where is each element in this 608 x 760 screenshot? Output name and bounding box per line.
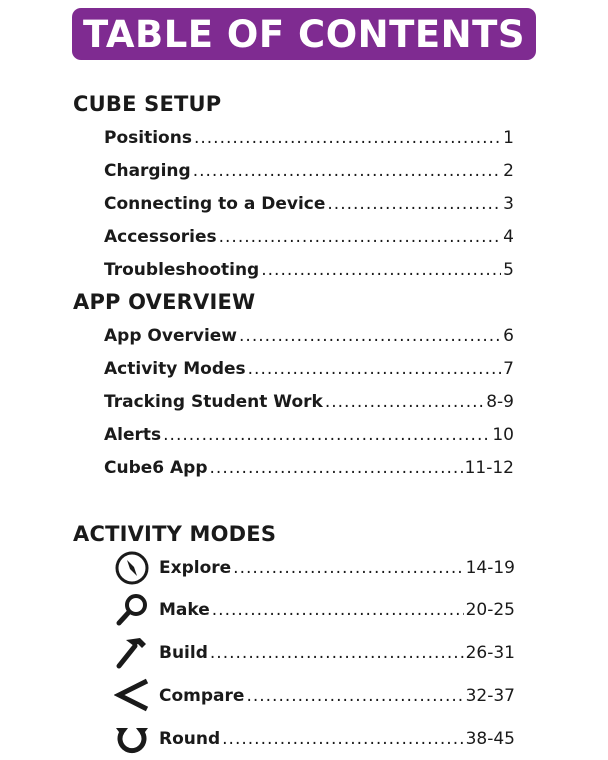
toc-entry-page: 32-37 — [465, 686, 515, 706]
toc-entry-round[interactable] — [159, 729, 515, 751]
toc-entry-label: Charging — [104, 161, 191, 181]
dot-leader — [246, 686, 463, 706]
toc-entry-accessories[interactable] — [104, 227, 514, 249]
less-than-icon — [114, 677, 150, 713]
toc-entry-app-overview[interactable] — [104, 326, 514, 348]
toc-entry-label: Cube6 App — [104, 458, 208, 478]
dot-leader — [212, 600, 464, 620]
dot-leader — [239, 326, 501, 346]
toc-entry-label: Round — [159, 729, 221, 749]
dot-leader — [325, 392, 484, 412]
toc-entry-page: 14-19 — [465, 558, 515, 578]
toc-entry-page: 26-31 — [465, 643, 515, 663]
toc-entry-page: 8-9 — [486, 392, 514, 412]
dot-leader — [248, 359, 502, 379]
hammer-icon — [114, 634, 150, 670]
dot-leader — [194, 128, 501, 148]
toc-entry-label: Alerts — [104, 425, 162, 445]
dot-leader — [233, 558, 463, 578]
toc-entry-alerts[interactable] — [104, 425, 514, 447]
compass-icon — [114, 550, 150, 586]
toc-entry-charging[interactable] — [104, 161, 514, 183]
toc-entry-page: 2 — [503, 161, 514, 181]
toc-entry-page: 1 — [503, 128, 514, 148]
toc-entry-page: 7 — [503, 359, 514, 379]
toc-entry-cube6-app[interactable] — [104, 458, 514, 480]
toc-entry-page: 5 — [503, 260, 514, 280]
toc-entry-page: 6 — [503, 326, 514, 346]
dot-leader — [210, 643, 464, 663]
dot-leader — [210, 458, 463, 478]
toc-entry-label: Activity Modes — [104, 359, 246, 379]
toc-entry-page: 10 — [492, 425, 514, 445]
toc-entry-label: Compare — [159, 686, 245, 706]
toc-entry-label: Make — [159, 600, 210, 620]
toc-entry-label: Build — [159, 643, 208, 663]
toc-entry-build[interactable] — [159, 643, 515, 665]
toc-entry-label: Accessories — [104, 227, 217, 247]
toc-entry-label: Positions — [104, 128, 192, 148]
page-title: TABLE OF CONTENTS — [83, 12, 525, 56]
toc-entry-page: 4 — [503, 227, 514, 247]
dot-leader — [163, 425, 490, 445]
toc-entry-page: 3 — [503, 194, 514, 214]
toc-entry-positions[interactable] — [104, 128, 514, 150]
toc-entry-page: 11-12 — [464, 458, 514, 478]
toc-entry-label: Connecting to a Device — [104, 194, 326, 214]
toc-entry-page: 20-25 — [465, 600, 515, 620]
section-heading-activity-modes: ACTIVITY MODES — [73, 522, 277, 546]
dot-leader — [261, 260, 501, 280]
dot-leader — [219, 227, 502, 247]
toc-entry-connecting[interactable] — [104, 194, 514, 216]
toc-entry-label: Explore — [159, 558, 232, 578]
toc-entry-compare[interactable] — [159, 686, 515, 708]
toc-entry-activity-modes[interactable] — [104, 359, 514, 381]
toc-entry-page: 38-45 — [465, 729, 515, 749]
toc-entry-tracking[interactable] — [104, 392, 514, 414]
round-arrow-icon — [114, 720, 150, 756]
title-banner — [72, 8, 536, 60]
toc-entry-make[interactable] — [159, 600, 515, 622]
section-heading-cube-setup: CUBE SETUP — [73, 92, 222, 116]
toc-entry-label: Troubleshooting — [104, 260, 260, 280]
dot-leader — [193, 161, 501, 181]
dot-leader — [222, 729, 463, 749]
section-heading-app-overview: APP OVERVIEW — [73, 290, 256, 314]
toc-entry-label: App Overview — [104, 326, 238, 346]
toc-entry-explore[interactable] — [159, 558, 515, 580]
toc-entry-label: Tracking Student Work — [104, 392, 323, 412]
dot-leader — [327, 194, 501, 214]
magnifier-icon — [114, 592, 150, 628]
toc-entry-troubleshooting[interactable] — [104, 260, 514, 282]
